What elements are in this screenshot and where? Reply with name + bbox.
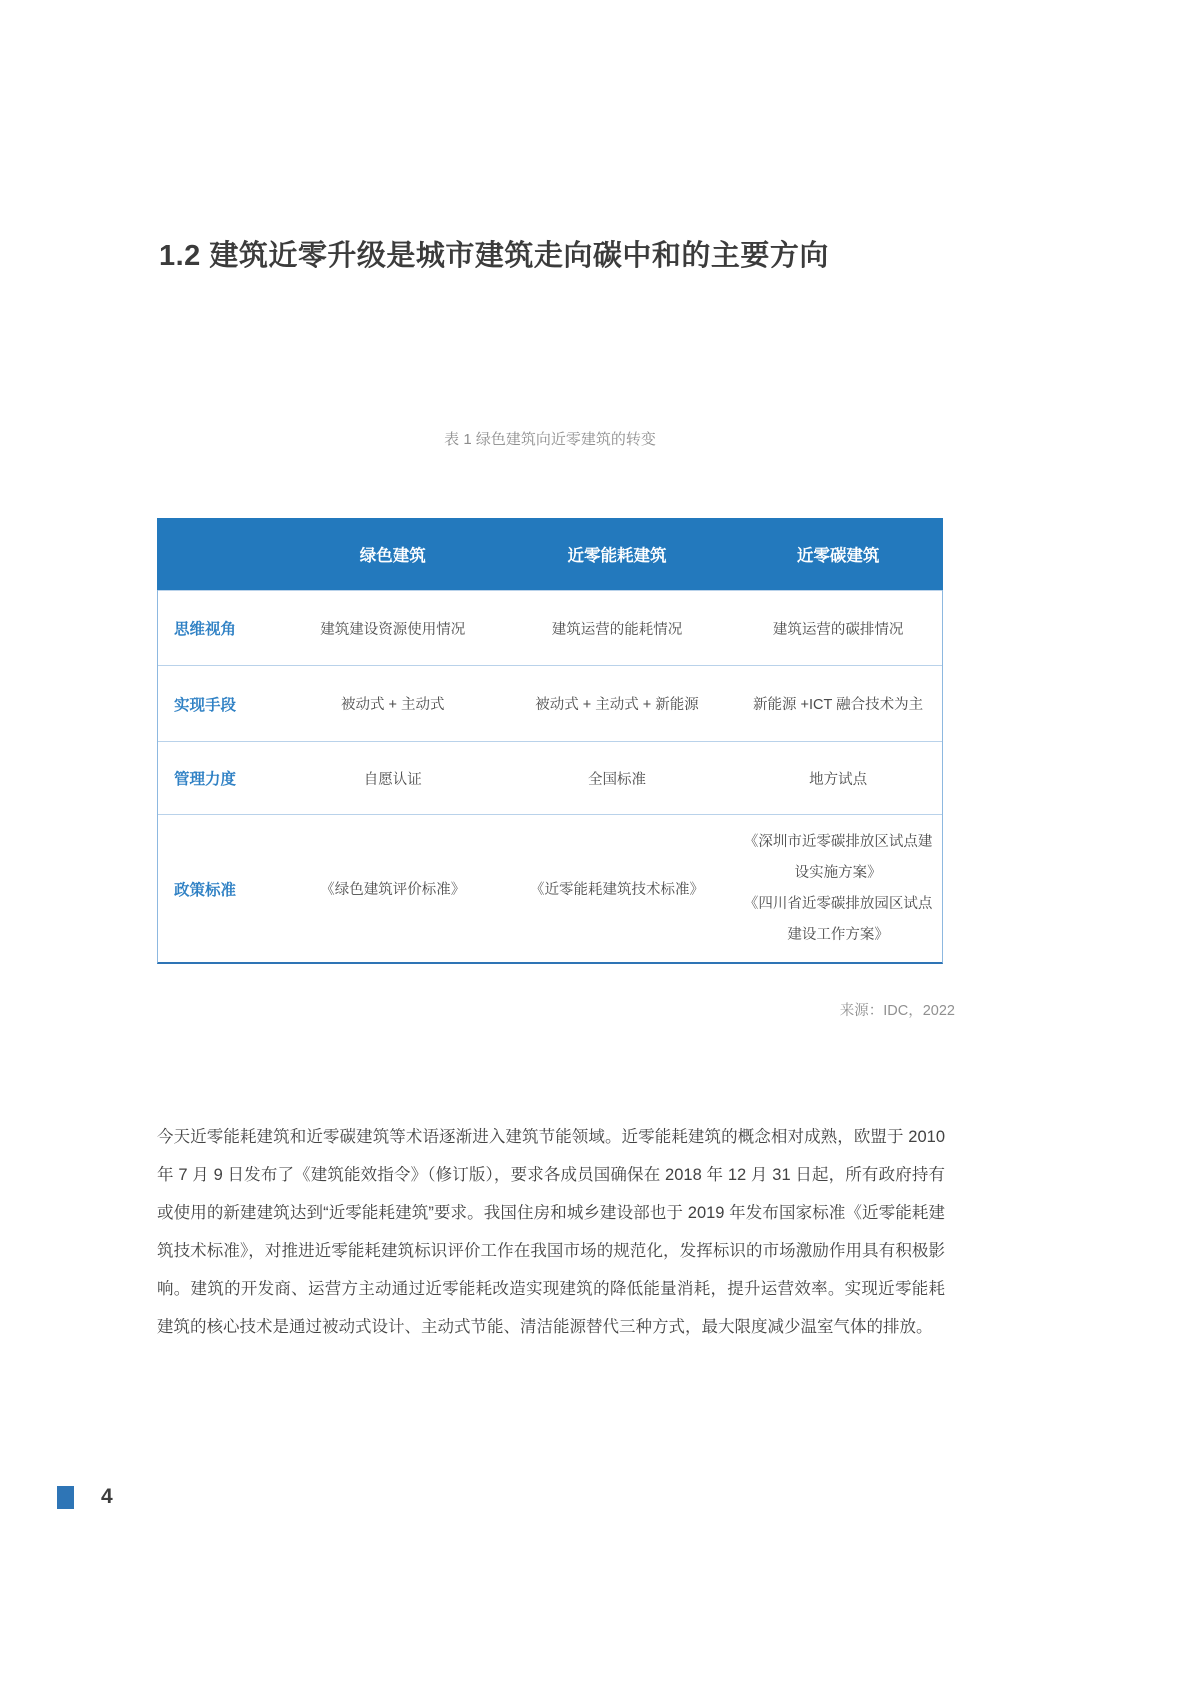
table-caption: 表 1 绿色建筑向近零建筑的转变 (444, 431, 656, 448)
body-paragraph: 今天近零能耗建筑和近零碳建筑等术语逐渐进入建筑节能领域。近零能耗建筑的概念相对成熟，欧盟于 2010 年 7 月 9 日发布了《建筑能效指令》（修订版），要求各成员国确保在 2018 年 12 月 31 日起，所有政府持有或使用的新建建筑达到“近零能耗建筑”要求。我国住房和城乡建设部也于 2019 年发布国家标准《近零能耗建筑技术标准》，对推进近零能耗建筑标识评价工作在我国市场的规范化，发挥标识的市场激励作用具有积极影响。建筑的开发商、运营方主动通过近零能耗改造实现建筑的降低能量消耗，提升运营效率。实现近零能耗建筑的核心技术是通过被动式设计、主动式节能、清洁能源替代三种方式，最大限度减少温室气体的排放。 (157, 1128, 945, 1336)
table-row (158, 814, 942, 962)
table-cell: 地方试点 (809, 771, 868, 788)
table-header-near-zero-energy: 近零能耗建筑 (567, 547, 667, 565)
section-heading: 1.2 建筑近零升级是城市建筑走向碳中和的主要方向 (159, 240, 829, 272)
policy-doc-shenzhen: 《深圳市近零碳排放区试点建设实施方案》 (743, 833, 933, 881)
comparison-table (157, 518, 943, 964)
table-header-green-building: 绿色建筑 (359, 547, 426, 565)
table-cell: 自愿认证 (363, 771, 422, 788)
table-cell: 被动式 + 主动式 + 新能源 (535, 697, 699, 713)
table-row (158, 665, 942, 741)
table-header-blank (158, 548, 286, 560)
row-label: 实现手段 (174, 696, 237, 714)
table-cell: 《绿色建筑评价标准》 (320, 882, 466, 898)
page-number: 4 (101, 1485, 113, 1508)
table-cell: 建筑运营的碳排情况 (772, 621, 904, 638)
table-row (158, 590, 942, 665)
row-label: 思维视角 (174, 621, 237, 638)
table-header-near-zero-carbon: 近零碳建筑 (796, 547, 880, 565)
table-cell-policy-docs (734, 821, 942, 957)
page-marker-square (57, 1486, 74, 1509)
table-row (158, 741, 942, 814)
table-cell: 被动式 + 主动式 (341, 697, 445, 713)
row-label: 管理力度 (174, 771, 237, 788)
table-cell: 建筑建设资源使用情况 (320, 621, 466, 638)
table-cell: 全国标准 (588, 771, 647, 788)
policy-doc-sichuan: 《四川省近零碳排放园区试点建设工作方案》 (743, 895, 933, 943)
table-header-row (157, 518, 943, 590)
table-cell: 《近零能耗建筑技术标准》 (530, 882, 705, 898)
table-cell: 建筑运营的能耗情况 (551, 621, 683, 638)
row-label: 政策标准 (174, 881, 237, 899)
table-cell: 新能源 +ICT 融合技术为主 (753, 697, 924, 713)
source-note: 来源：IDC，2022 (839, 1003, 955, 1019)
